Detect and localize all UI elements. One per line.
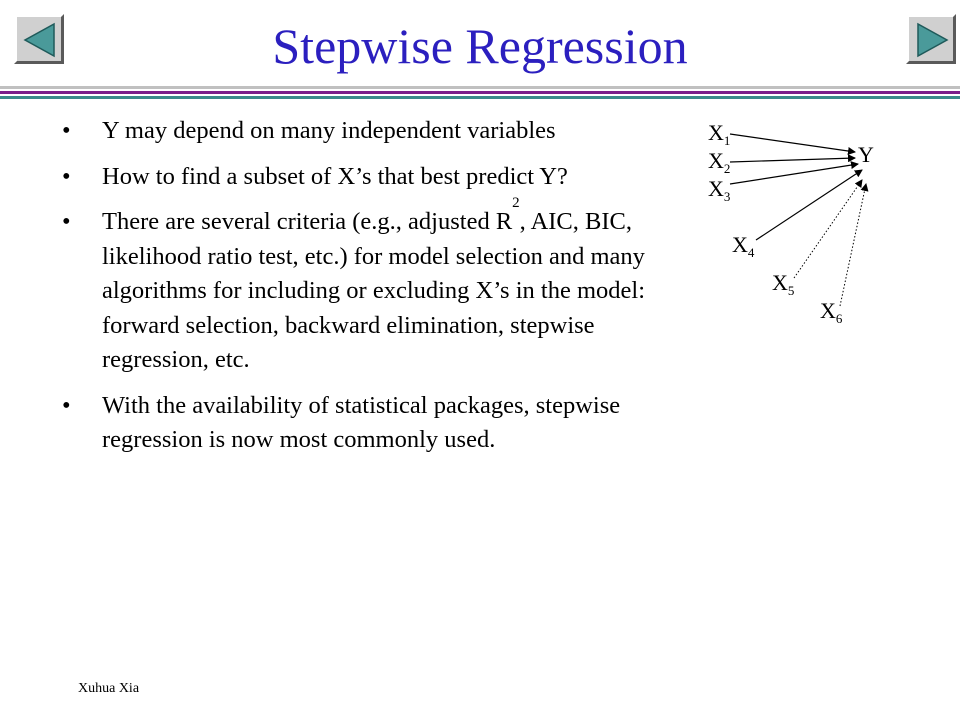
bullet-icon: •: [62, 117, 71, 144]
bullet-item: [62, 195, 682, 378]
dotted-arrow: [794, 180, 862, 278]
predictor-label: $X_2$: [708, 148, 731, 176]
bullet-item: [62, 389, 682, 458]
predictor-label: $X_6$: [820, 298, 843, 326]
solid-arrow: [756, 170, 862, 240]
bullet-list: [62, 114, 682, 469]
bullet-icon: •: [62, 162, 71, 190]
title-divider: [0, 86, 960, 104]
predictor-label: $X_4$: [732, 232, 755, 260]
predictor-arrows-diagram: [690, 110, 910, 350]
solid-arrow: [730, 134, 855, 152]
bullet-item: [62, 114, 682, 149]
predictor-label: $X_3$: [708, 176, 731, 204]
bullet-text: With the availability of statistical packages, stepwise regression is now most commonly used.: [102, 391, 621, 453]
bullet-icon: •: [62, 391, 71, 419]
solid-arrow: [730, 158, 855, 162]
bullet-text: How to find a subset of X’s that best predict Y?: [102, 162, 568, 190]
predictor-label: $X_1$: [708, 120, 731, 148]
dotted-arrow: [840, 184, 866, 306]
regression-diagram: [690, 110, 910, 350]
target-variable-label: Y: [858, 142, 874, 167]
slide-title: Stepwise Regression: [272, 18, 688, 74]
bullet-text: There are several criteria (e.g., adjusted $R^2$, AIC, BIC, likelihood ratio test, etc.) for model selection and many algorithms for including or excluding X’s in the model: forward selection, backward elimination, stepwise regression, etc.: [102, 195, 645, 373]
solid-arrow: [730, 164, 858, 184]
bullet-icon: •: [62, 208, 71, 235]
footer-author: Xuhua Xia: [78, 681, 140, 696]
predictor-label: $X_5$: [772, 270, 795, 298]
superscript: 2: [512, 195, 520, 211]
bullet-item: [62, 160, 682, 195]
bullet-text: Y may depend on many independent variables: [102, 117, 556, 144]
